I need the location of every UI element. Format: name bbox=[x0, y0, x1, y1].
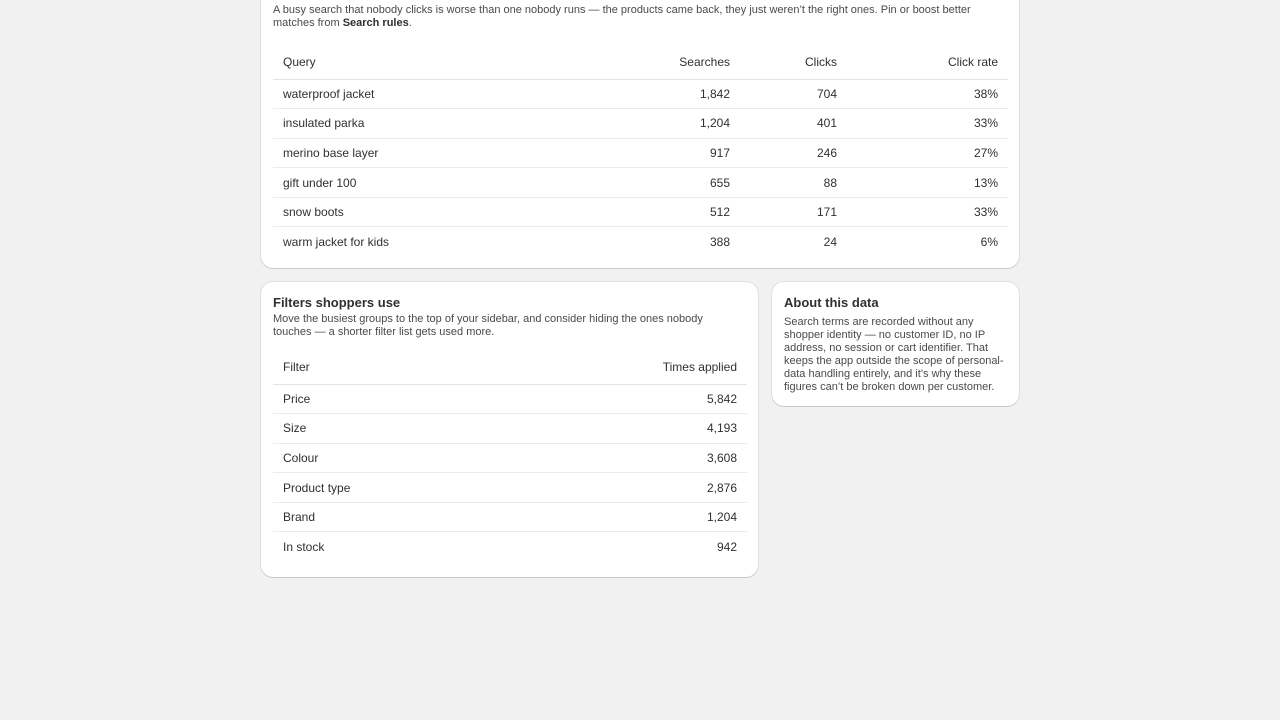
click-rate-cell: 33% bbox=[847, 109, 1008, 139]
click-rate-cell: 33% bbox=[847, 197, 1008, 227]
times-applied-cell: 2,876 bbox=[501, 473, 747, 503]
query-cell: insulated parka bbox=[273, 109, 573, 139]
table-row bbox=[273, 502, 747, 532]
table-row bbox=[273, 109, 1008, 139]
filter-cell: In stock bbox=[283, 540, 325, 555]
times-applied-cell: 3,608 bbox=[501, 443, 747, 473]
table-row bbox=[273, 168, 1008, 198]
clicks-cell: 171 bbox=[740, 197, 847, 227]
times-applied-cell: 942 bbox=[716, 540, 737, 555]
click-rate-cell: 13% bbox=[847, 168, 1008, 198]
column-header-filter[interactable]: Filter bbox=[273, 351, 501, 384]
table-row bbox=[273, 443, 747, 473]
table-row bbox=[273, 532, 747, 562]
searches-cell: 917 bbox=[573, 138, 740, 168]
times-applied-cell: 4,193 bbox=[501, 414, 747, 444]
filters-card bbox=[261, 282, 758, 577]
query-cell: merino base layer bbox=[273, 138, 573, 168]
table-header-row bbox=[273, 46, 1008, 79]
filters-card-title: Filters shoppers use bbox=[273, 295, 401, 310]
clicks-cell: 704 bbox=[740, 79, 847, 109]
intro-end: . bbox=[408, 17, 412, 29]
column-header-clicks[interactable]: Clicks bbox=[740, 46, 847, 79]
table-row bbox=[273, 473, 747, 503]
about-data-card bbox=[772, 282, 1019, 406]
searches-cell: 655 bbox=[573, 168, 740, 198]
filter-cell: Colour bbox=[273, 443, 501, 473]
column-header-times-applied[interactable]: Times applied bbox=[501, 351, 747, 384]
search-queries-intro bbox=[273, 4, 1003, 30]
searches-cell: 1,842 bbox=[573, 79, 740, 109]
filter-cell: Brand bbox=[273, 502, 501, 532]
clicks-cell: 246 bbox=[740, 138, 847, 168]
filter-cell: Product type bbox=[273, 473, 501, 503]
column-header-query[interactable]: Query bbox=[273, 46, 573, 79]
query-cell: snow boots bbox=[273, 197, 573, 227]
search-rules-link[interactable]: Search rules bbox=[342, 17, 409, 29]
search-queries-card bbox=[261, 0, 1019, 268]
table-row bbox=[273, 384, 747, 414]
filters-table bbox=[273, 351, 747, 562]
click-rate-cell: 27% bbox=[847, 138, 1008, 168]
search-queries-table bbox=[273, 46, 1008, 257]
column-header-click-rate[interactable]: Click rate bbox=[847, 46, 1008, 79]
filter-cell: Size bbox=[273, 414, 501, 444]
column-header-searches[interactable]: Searches bbox=[573, 46, 740, 79]
about-card-body: Search terms are recorded without any shopper identity — no customer ID, no IP address, no session or cart identifier. That keeps the app outside the scope of personal-data handling entirely, and it’s why these figures can’t be broken down per customer. bbox=[784, 316, 1004, 393]
filter-cell: Price bbox=[273, 384, 501, 414]
clicks-cell: 24 bbox=[823, 235, 837, 250]
times-applied-cell: 1,204 bbox=[501, 502, 747, 532]
times-applied-cell: 5,842 bbox=[501, 384, 747, 414]
click-rate-cell: 6% bbox=[980, 235, 998, 250]
searches-cell: 512 bbox=[573, 197, 740, 227]
searches-cell: 388 bbox=[709, 235, 730, 250]
table-row bbox=[273, 227, 1008, 257]
filters-card-description: Move the busiest groups to the top of your sidebar, and consider hiding the ones nobody touches — a shorter filter list gets used more. bbox=[273, 313, 703, 338]
table-row bbox=[273, 79, 1008, 109]
click-rate-cell: 38% bbox=[847, 79, 1008, 109]
about-card-title: About this data bbox=[784, 295, 879, 310]
query-cell: warm jacket for kids bbox=[283, 235, 390, 250]
searches-cell: 1,204 bbox=[573, 109, 740, 139]
table-row bbox=[273, 138, 1008, 168]
query-cell: waterproof jacket bbox=[273, 79, 573, 109]
intro-text: A busy search that nobody clicks is worse than one nobody runs — the products came back, they just weren’t the right ones. Pin or boost better matches from bbox=[273, 4, 971, 29]
clicks-cell: 88 bbox=[740, 168, 847, 198]
table-row bbox=[273, 197, 1008, 227]
table-row bbox=[273, 414, 747, 444]
table-header-row bbox=[273, 351, 747, 384]
query-cell: gift under 100 bbox=[273, 168, 573, 198]
clicks-cell: 401 bbox=[740, 109, 847, 139]
